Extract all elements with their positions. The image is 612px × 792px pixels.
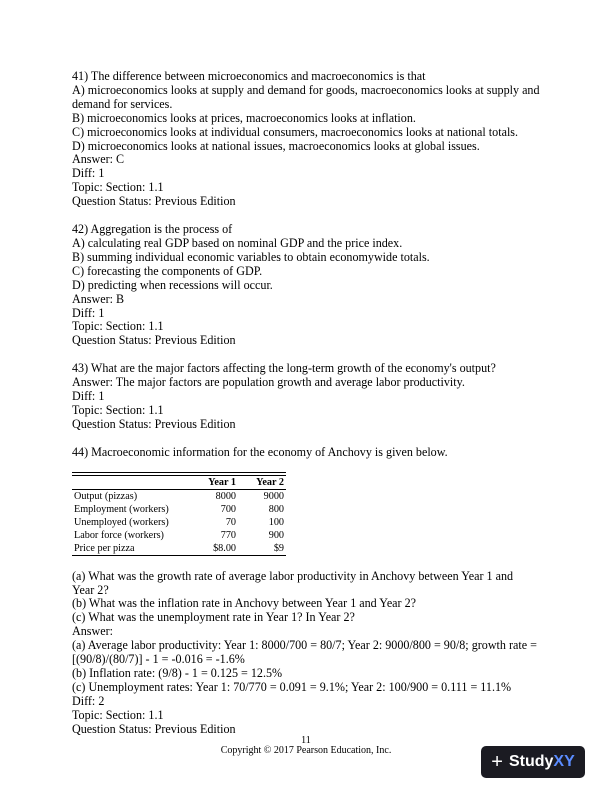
choice-a-continued: demand for services. (72, 96, 173, 111)
table-cell: 100 (268, 516, 284, 528)
column-header-year-1: Year 1 (186, 475, 238, 489)
column-header-year-2: Year 2 (238, 475, 286, 489)
choice-c: C) microeconomics looks at individual consumers, macroeconomics looks at national totals. (72, 124, 519, 139)
brand-accent: XY (553, 753, 575, 770)
question-42 (72, 223, 552, 348)
question-status: Question Status: Previous Edition (72, 333, 236, 348)
table-cell: 700 (220, 503, 236, 515)
sub-question-a: (a) What was the growth rate of average labor productivity in Anchovy between Year 1 and (72, 568, 514, 583)
page-content (72, 70, 552, 737)
row-label: Employment (workers) (74, 503, 169, 515)
answer: Answer: B (72, 291, 125, 306)
sub-question-c: (c) What was the unemployment rate in Year 1? In Year 2? (72, 610, 355, 625)
topic: Topic: Section: 1.1 (72, 319, 164, 334)
table-cell: $9 (238, 542, 286, 556)
answer: Answer: The major factors are population growth and average labor productivity. (72, 375, 465, 390)
sub-question-a-continued: Year 2? (72, 582, 109, 597)
page-number: 11 (301, 735, 311, 746)
difficulty: Diff: 1 (72, 389, 105, 404)
paragraph-gap (72, 209, 552, 223)
question-44 (72, 446, 552, 737)
answer-heading: Answer: (72, 624, 113, 639)
studyxy-watermark (481, 746, 585, 778)
row-label: Labor force (workers) (74, 529, 164, 541)
question-stem: 41) The difference between microeconomics and macroeconomics is that (72, 69, 426, 83)
question-41 (72, 70, 552, 209)
question-status: Question Status: Previous Edition (72, 721, 236, 736)
copyright-notice: Copyright © 2017 Pearson Education, Inc. (220, 745, 392, 756)
row-label: Output (pizzas) (74, 490, 138, 502)
choice-a: A) calculating real GDP based on nominal GDP and the price index. (72, 235, 403, 250)
choice-d: D) predicting when recessions will occur. (72, 277, 273, 292)
question-stem: 42) Aggregation is the process of (72, 222, 233, 237)
choice-b: B) microeconomics looks at prices, macroeconomics looks at inflation. (72, 110, 416, 125)
sub-question-b: (b) What was the inflation rate in Anchovy between Year 1 and Year 2? (72, 596, 417, 611)
difficulty: Diff: 2 (72, 693, 105, 708)
paragraph-gap (72, 348, 552, 362)
answer-a: (a) Average labor productivity: Year 1: 8000/700 = 80/7; Year 2: 9000/800 = 90/8; growth rate = (72, 638, 537, 653)
table-cell: 770 (220, 529, 236, 541)
difficulty: Diff: 1 (72, 305, 105, 320)
table-cell: 900 (268, 529, 284, 541)
answer: Answer: C (72, 152, 125, 167)
answer-a-continued: [(90/8)/(80/7)] - 1 = -0.016 = -1.6% (72, 652, 245, 667)
question-status: Question Status: Previous Edition (72, 194, 236, 209)
table-row (72, 489, 286, 503)
table-row (72, 503, 286, 516)
table-row (72, 529, 286, 542)
table-row (72, 542, 286, 556)
table-cell: $8.00 (186, 542, 238, 556)
table-cell: 9000 (263, 490, 284, 502)
topic: Topic: Section: 1.1 (72, 180, 164, 195)
column-header-blank (72, 475, 186, 489)
topic: Topic: Section: 1.1 (72, 402, 164, 417)
topic: Topic: Section: 1.1 (72, 707, 164, 722)
row-label: Price per pizza (72, 542, 186, 556)
question-stem: 44) Macroeconomic information for the economy of Anchovy is given below. (72, 444, 448, 459)
row-label: Unemployed (workers) (74, 516, 169, 528)
difficulty: Diff: 1 (72, 166, 105, 181)
brand-name: Study (508, 753, 554, 770)
table-header-row (72, 475, 286, 489)
table-row (72, 516, 286, 529)
table-cell: 70 (225, 516, 236, 528)
answer-b: (b) Inflation rate: (9/8) - 1 = 0.125 = 12.5% (72, 666, 283, 680)
paragraph-gap (72, 432, 552, 446)
answer-c: (c) Unemployment rates: Year 1: 70/770 = 0.091 = 9.1%; Year 2: 100/900 = 0.111 = 11.1% (72, 679, 512, 694)
choice-c: C) forecasting the components of GDP. (72, 263, 263, 278)
choice-d: D) microeconomics looks at national issues, macroeconomics looks at global issues. (72, 138, 480, 153)
choice-a: A) microeconomics looks at supply and demand for goods, macroeconomics looks at supply and (72, 82, 540, 97)
plus-icon: + (491, 751, 503, 773)
choice-b: B) summing individual economic variables to obtain economywide totals. (72, 249, 430, 264)
table-cell: 8000 (215, 490, 236, 502)
question-43 (72, 362, 552, 432)
anchovy-data-table (72, 472, 286, 556)
table-cell: 800 (268, 503, 284, 515)
question-status: Question Status: Previous Edition (72, 416, 236, 431)
question-stem: 43) What are the major factors affecting the long-term growth of the economy's output? (72, 361, 496, 376)
